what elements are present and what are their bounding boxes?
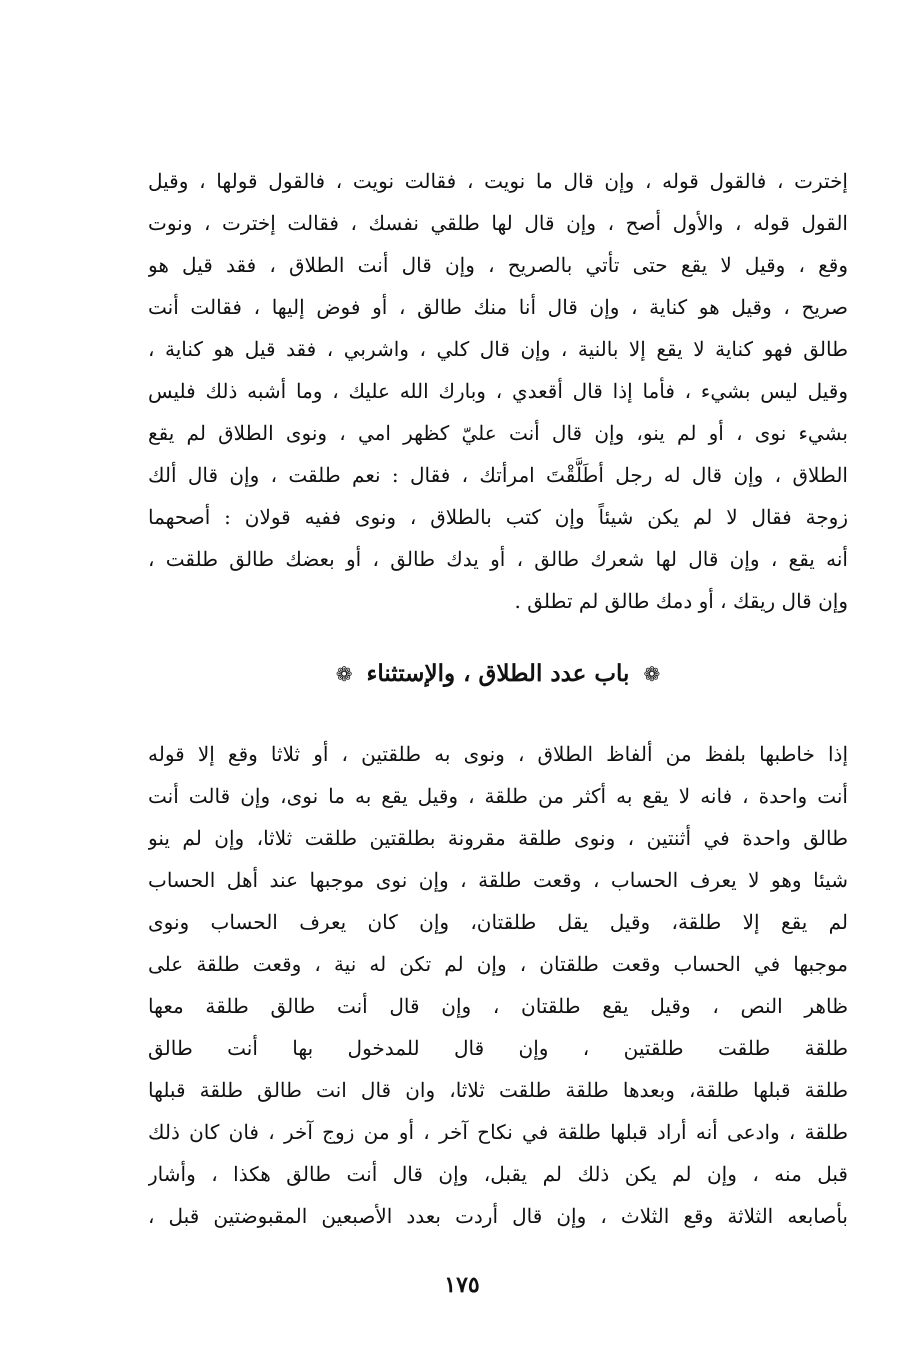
text-line: إذا خاطبها بلفظ من ألفاظ الطلاق ، ونوى به طلقتين ، أو ثلاثا وقع إلا قوله (148, 742, 848, 766)
text-line: طلقة قبلها طلقة، وبعدها طلقة طلقت ثلاثا، وان قال انت طالق طلقة قبلها (148, 1078, 848, 1102)
text-line: طلقة طلقت طلقتين ، وإن قال للمدخول بها أنت طالق (148, 1036, 848, 1060)
text-line: ظاهر النص ، وقيل يقع طلقتان ، وإن قال أنت طالق طلقة معها (148, 994, 848, 1018)
text-line: أنه يقع ، وإن قال لها شعرك طالق ، أو يدك طالق ، أو بعضك طالق طلقت ، (148, 547, 848, 571)
text-line: القول قوله ، والأول أصح ، وإن قال لها طلقي نفسك ، فقالت إخترت ، ونوت (148, 211, 848, 235)
text-line: الطلاق ، وإن قال له رجل أطَلَّقْتَ امرأتك ، فقال : نعم طلقت ، وإن قال ألك (148, 463, 848, 487)
text-line: لم يقع إلا طلقة، وقيل يقل طلقتان، وإن كان يعرف الحساب ونوى (148, 910, 848, 934)
text-line: وقع ، وقيل لا يقع حتى تأتي بالصريح ، وإن قال أنت الطلاق ، فقد قيل هو (148, 253, 848, 277)
paragraph-2 (148, 733, 848, 1237)
text-line: طالق واحدة في أثنتين ، ونوى طلقة مقرونة بطلقتين طلقت ثلاثا، وإن لم ينو (148, 826, 848, 850)
section-heading (148, 652, 848, 696)
text-line: قبل منه ، وإن لم يكن ذلك لم يقبل، وإن قال أنت طالق هكذا ، وأشار (148, 1162, 848, 1186)
text-line: وإن قال ريقك ، أو دمك طالق لم تطلق . (514, 589, 848, 613)
text-line: طلقة ، وادعى أنه أراد قبلها طلقة في نكاح آخر ، أو من زوج آخر ، فان كان ذلك (148, 1120, 848, 1144)
text-line: بشيء نوى ، أو لم ينو، وإن قال أنت عليّ كظهر امي ، ونوى الطلاق لم يقع (148, 421, 848, 445)
text-line: إخترت ، فالقول قوله ، وإن قال ما نويت ، فقالت نويت ، فالقول قولها ، وقيل (148, 169, 848, 193)
text-line: صريح ، وقيل هو كناية ، وإن قال أنا منك طالق ، أو فوض إليها ، فقالت أنت (148, 295, 848, 319)
text-line: زوجة فقال لا لم يكن شيئاً وإن كتب بالطلاق ، ونوى ففيه قولان : أصحهما (148, 505, 848, 529)
text-line: وقيل ليس بشيء ، فأما إذا قال أقعدي ، وبارك الله عليك ، وما أشبه ذلك فليس (148, 379, 848, 403)
paragraph-1 (148, 160, 848, 622)
page-number: ١٧٥ (444, 1272, 480, 1298)
section-heading-text: باب عدد الطلاق ، والإستثناء (366, 660, 630, 687)
ornament-icon: ❁ (643, 662, 661, 686)
text-line: موجبها في الحساب وقعت طلقتان ، وإن لم تكن له نية ، وقعت طلقة على (148, 952, 848, 976)
ornament-icon: ❁ (335, 662, 353, 686)
text-line: أنت واحدة ، فانه لا يقع به أكثر من طلقة ، وقيل يقع به ما نوى، وإن قالت أنت (148, 784, 848, 808)
text-line: طالق فهو كناية لا يقع إلا بالنية ، وإن قال كلي ، واشربي ، فقد قيل هو كناية ، (148, 337, 848, 361)
text-line: شيئا وهو لا يعرف الحساب ، وقعت طلقة ، وإن نوى موجبها عند أهل الحساب (148, 868, 848, 892)
text-line: بأصابعه الثلاثة وقع الثلاث ، وإن قال أردت بعدد الأصبعين المقبوضتين قبل ، (148, 1204, 848, 1228)
